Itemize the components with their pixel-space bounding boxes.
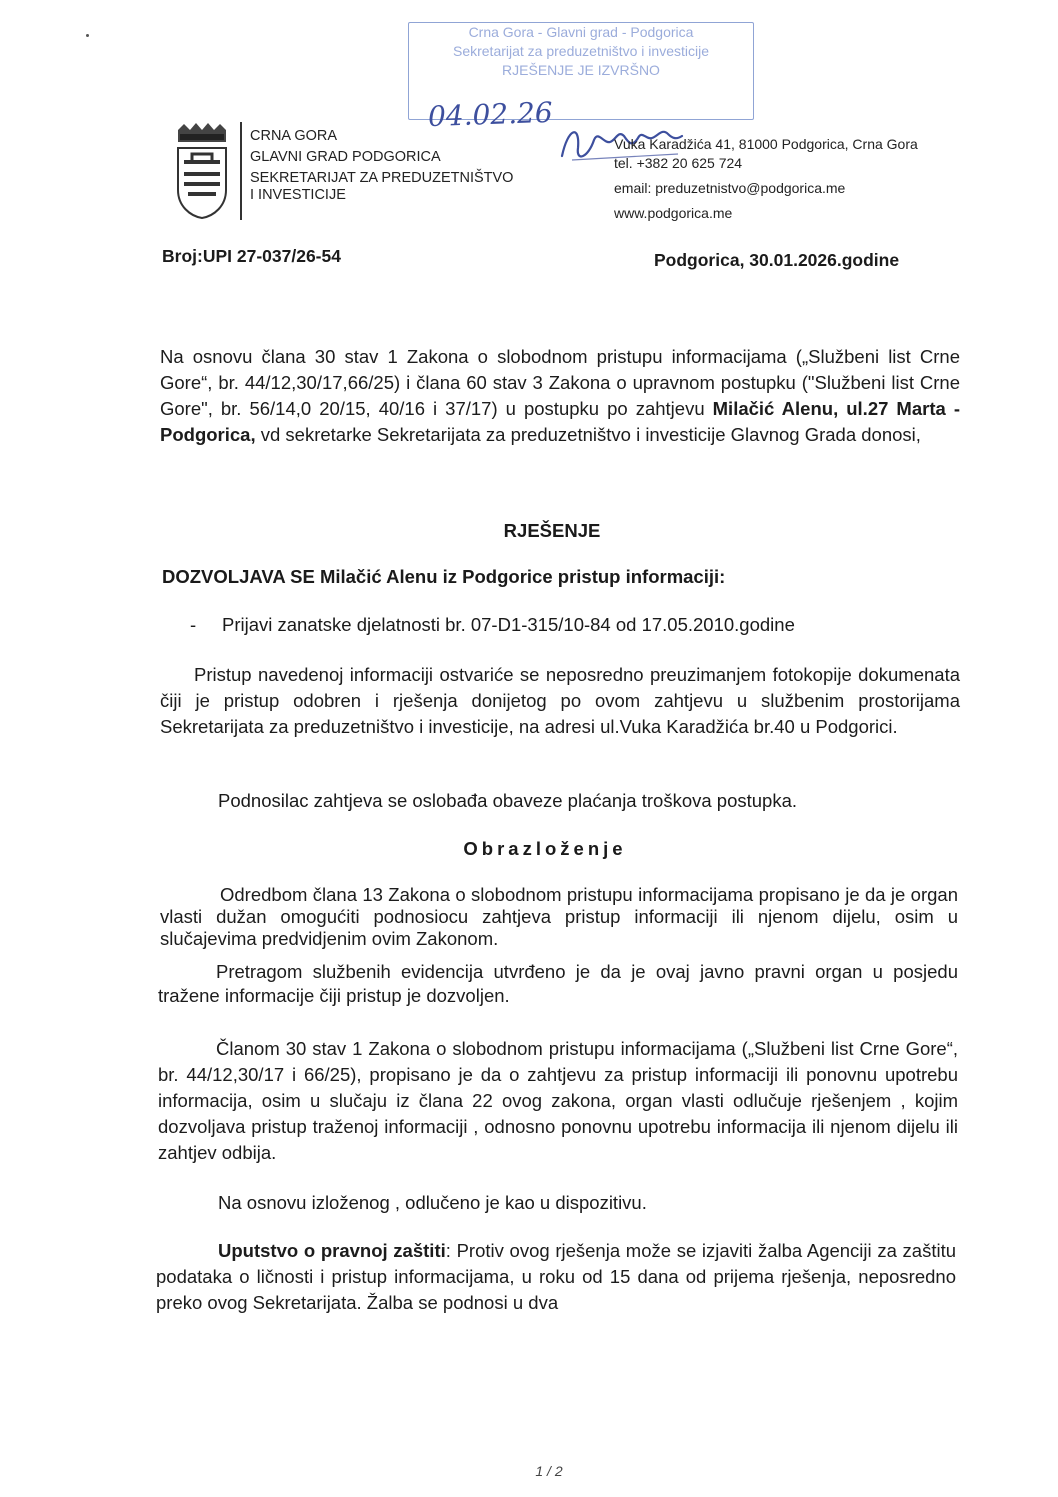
reasoning-title: Obrazloženje	[463, 838, 627, 859]
page-number: 1 / 2	[535, 1463, 563, 1479]
intro-text-end: vd sekretarke Sekretarijata za preduzetništvo i investicije Glavnog Grada donosi,	[255, 424, 921, 445]
bullet-dash: -	[190, 614, 197, 635]
costs-paragraph: Podnosilac zahtjeva se oslobađa obaveze plaćanja troškova postupka.	[218, 790, 798, 811]
access-paragraph: Pristup navedenoj informaciji ostvariće se neposredno preuzimanjem fotokopije dokumenata čiji je pristup odobren i rješenja donijetog po ovom zahtjevu u službenim prostorijama Sekretarijata za preduzetništvo i investicije, na adresi ul.Vuka Karadžića br.40 u Podgorici.	[160, 664, 960, 737]
intro-text: Na osnovu člana 30 stav 1 Zakona o slobodnom pristupu informacijama („Službeni list Crne Gore“, br. 44/12,30/17,66/25) i člana 60 stav 3 Zakona o upravnom postupku ("Službeni list Crne Gore", br. 56/14,0 20/15, 40/16 i 37/17) u postupku po zahtjevu	[160, 346, 960, 419]
issuer-line-4: I INVESTICIJE	[250, 187, 346, 203]
header-divider	[240, 122, 242, 220]
intro-paragraph	[160, 344, 960, 448]
contact-address: Vuka Karadžića 41, 81000 Podgorica, Crna Gora	[614, 136, 918, 152]
issuer-block	[250, 126, 513, 206]
decision-title: RJEŠENJE	[503, 520, 601, 541]
reasoning-paragraph-4: Na osnovu izloženog , odlučeno je kao u dispozitivu.	[218, 1192, 647, 1213]
stamp-line-1: Crna Gora - Glavni grad - Podgorica	[468, 24, 694, 40]
legal-remedy-paragraph	[156, 1238, 956, 1316]
contact-block	[614, 132, 918, 226]
contact-tel: tel. +382 20 625 724	[614, 155, 743, 171]
stamp-handwritten-date: 04.02.26	[427, 95, 554, 134]
stamp-line-3: RJEŠENJE JE IZVRŠNO	[502, 62, 660, 78]
intro-applicant: Milačić Alenu, ul.27 Marta - Podgorica,	[160, 398, 960, 445]
legal-remedy-text: : Protiv ovog rješenja može se izjaviti žalba Agenciji za zaštitu podataka o ličnosti i pristup informacijama, u roku od 15 dana od prijema rješenja, neposredno preko ovog Sekretarijata. Žalba se podnosi u dva	[156, 1240, 956, 1313]
stamp-line-2: Sekretarijat za preduzetništvo i investicije	[452, 43, 709, 59]
bullet-item: Prijavi zanatske djelatnosti br. 07-D1-315/10-84 od 17.05.2010.godine	[222, 614, 795, 635]
document-place-date: Podgorica, 30.01.2026.godine	[654, 250, 900, 270]
reasoning-paragraph-2: Pretragom službenih evidencija utvrđeno je da je ovaj javno pravni organ u posjedu tražene informacije čiji pristup je dozvoljen.	[158, 961, 958, 1006]
legal-remedy-label: Uputstvo o pravnoj zaštiti	[218, 1240, 446, 1261]
contact-email: email: preduzetnistvo@podgorica.me	[614, 180, 846, 196]
issuer-line-3: SEKRETARIJAT ZA PREDUZETNIŠTVO	[250, 170, 514, 186]
issuer-line-1: CRNA GORA	[250, 128, 338, 144]
city-crest-icon	[172, 120, 232, 220]
scan-speck	[86, 34, 89, 37]
decision-statement: DOZVOLJAVA SE Milačić Alenu iz Podgorice pristup informaciji:	[162, 566, 726, 587]
issuer-line-2: GLAVNI GRAD PODGORICA	[250, 149, 441, 165]
reasoning-paragraph-3: Članom 30 stav 1 Zakona o slobodnom pristupu informacijama („Službeni list Crne Gore“, br. 44/12,30/17 i 66/25), propisano je da o zahtjevu za pristup informaciji ili ponovnu upotrebu informacija, osim u slučaju iz člana 22 ovog zakona, organ vlasti odlučuje rješenjem , kojim dozvoljava pristup traženoj informaciji , odnosno ponovnu upotrebu informacija ili njenom dijelu ili zahtjev odbija.	[158, 1038, 958, 1163]
document-number: Broj:UPI 27-037/26-54	[162, 246, 341, 266]
contact-web: www.podgorica.me	[614, 205, 733, 221]
reasoning-paragraph-1: Odredbom člana 13 Zakona o slobodnom pristupu informacijama propisano je da je organ vlasti dužan omogućiti podnosiocu zahtjeva pristup informaciji ili njenom dijelu, osim u slučajevima predvidjenim ovim Zakonom.	[160, 884, 958, 949]
